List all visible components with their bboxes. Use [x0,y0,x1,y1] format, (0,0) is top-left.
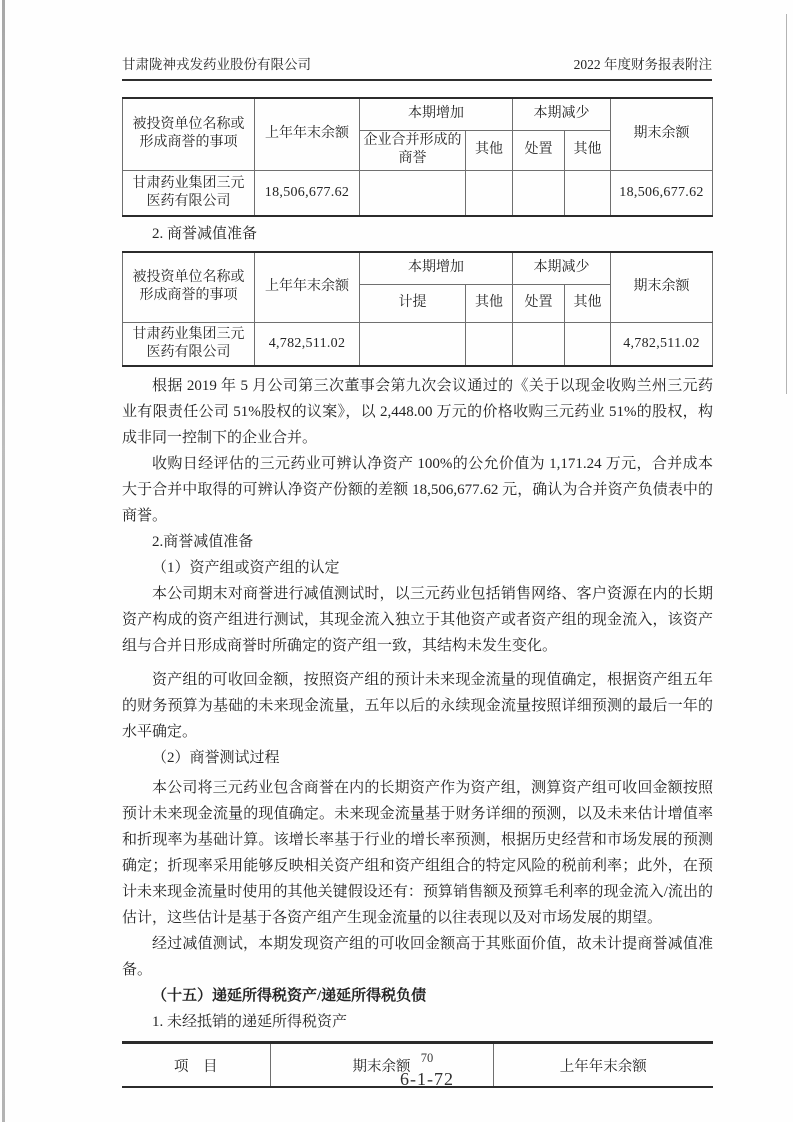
table-header-cell: 其他 [565,284,611,322]
goodwill-impairment-table [122,251,713,367]
table-cell-value: 18,506,677.62 [255,170,360,216]
paragraph-test-result: 经过减值测试，本期发现资产组的可收回金额高于其账面价值，故未计提商誉减值准备。 [122,936,713,978]
table-cell-empty [513,170,565,216]
table-cell-empty [466,170,513,216]
table-header-cell: 被投资单位名称或形成商誉的事项 [123,98,255,170]
table-header-cell: 企业合并形成的商誉 [360,130,466,170]
table-cell-value: 4,782,511.02 [611,322,713,366]
paragraph-recoverable-amount: 资产组的可收回金额，按照资产组的预计未来现金流量的现值确定，根据资产组五年的财务预算为基础的未来现金流量，五年以后的永续现金流量按照详细预测的最后一年的水平确定。 [122,672,713,740]
table-cell-empty [360,170,466,216]
goodwill-cost-table [122,97,713,217]
table-cell-value: 18,506,677.62 [611,170,713,216]
table-header-cell: 上年年末余额 [493,1043,713,1088]
table-cell-item: 甘肃药业集团三元医药有限公司 [123,322,255,366]
table-cell-value: 4,782,511.02 [255,322,360,366]
table-header-cell: 期末余额 [270,1043,493,1088]
heading-impairment-repeat: 2.商誉减值准备 [152,534,254,550]
heading-asset-group: （1）资产组或资产组的认定 [152,560,340,576]
table-header-cell: 被投资单位名称或形成商誉的事项 [123,252,255,322]
table-header-cell: 期末余额 [611,252,713,322]
scan-edge-shadow [2,0,5,1122]
table-header-cell: 处置 [513,284,565,322]
table-cell-empty [466,322,513,366]
section-heading-impairment: 2. 商誉减值准备 [152,226,258,242]
table-header-cell: 期末余额 [611,98,713,170]
heading-deferred-tax-section: （十五）递延所得税资产/递延所得税负债 [152,988,427,1004]
table-header-cell: 其他 [565,130,611,170]
paragraph-test-process: 本公司将三元药业包含商誉在内的长期资产作为资产组，测算资产组可收回金额按照预计未来现金流量的现值确定。未来现金流量基于财务详细的预测，以及未来估计增值率和折现率为基础计算。该增长率基于行业的增长率预测，根据历史经营和市场发展的预测确定；折现率采用能够反映相关资产组和资产组组合的特定风险的税前利率；此外，在预计未来现金流量时使用的其他关键假设还有：预算销售额及预算毛利率的现金流入/流出的估计，这些估计是基于各资产组产生现金流量的以往表现以及对市场发展的期望。 [122,780,713,926]
table-header-cell: 本期减少 [513,98,611,130]
header-company-name: 甘肃陇神戎发药业股份有限公司 [122,57,311,72]
table-cell-empty [565,322,611,366]
table-header-cell: 本期增加 [360,98,513,130]
table-header-cell: 本期增加 [360,252,513,284]
table-header-cell: 计提 [360,284,466,322]
footer-doc-page-code: 6-1-72 [400,1069,454,1089]
page-body [122,97,713,1088]
table-header-cell: 本期减少 [513,252,611,284]
table-header-cell: 上年年末余额 [255,98,360,170]
footer-page-number: 70 [420,1051,434,1065]
paragraph-asset-group: 本公司期末对商誉进行减值测试时，以三元药业包括销售网络、客户资源在内的长期资产构成的资产组进行测试，其现金流入独立于其他资产或者资产组的现金流入，该资产组与合并日形成商誉时所确定的资产组一致，其结构未发生变化。 [122,586,713,654]
table-header-cell: 上年年末余额 [255,252,360,322]
paragraph-acquisition: 根据 2019 年 5 月公司第三次董事会第九次会议通过的《关于以现金收购兰州三元药业有限责任公司 51%股权的议案》，以 2,448.00 万元的价格收购三元药业 51%的股权，构成非同一控制下的企业合并。 [122,378,713,446]
table-header-cell: 其他 [466,130,513,170]
table-cell-empty [565,170,611,216]
table-cell-empty [360,322,466,366]
header-doc-title: 2022 年度财务报表附注 [573,57,712,72]
page-header [122,53,712,81]
table-cell-item: 甘肃药业集团三元医药有限公司 [123,170,255,216]
table-cell-empty [513,322,565,366]
table-header-cell: 项 目 [174,1058,218,1075]
table-header-cell: 其他 [466,284,513,322]
paragraph-fair-value: 收购日经评估的三元药业可辨认净资产 100%的公允价值为 1,171.24 万元，合并成本大于合并中取得的可辨认净资产份额的差额 18,506,677.62 元，确认为合并资产负债表中的商誉。 [122,456,713,524]
table-header-cell: 处置 [513,130,565,170]
scan-line-artifact [786,14,787,394]
heading-unoffset-dta: 1. 未经抵销的递延所得税资产 [152,1014,348,1030]
heading-test-process: （2）商誉测试过程 [152,750,280,766]
